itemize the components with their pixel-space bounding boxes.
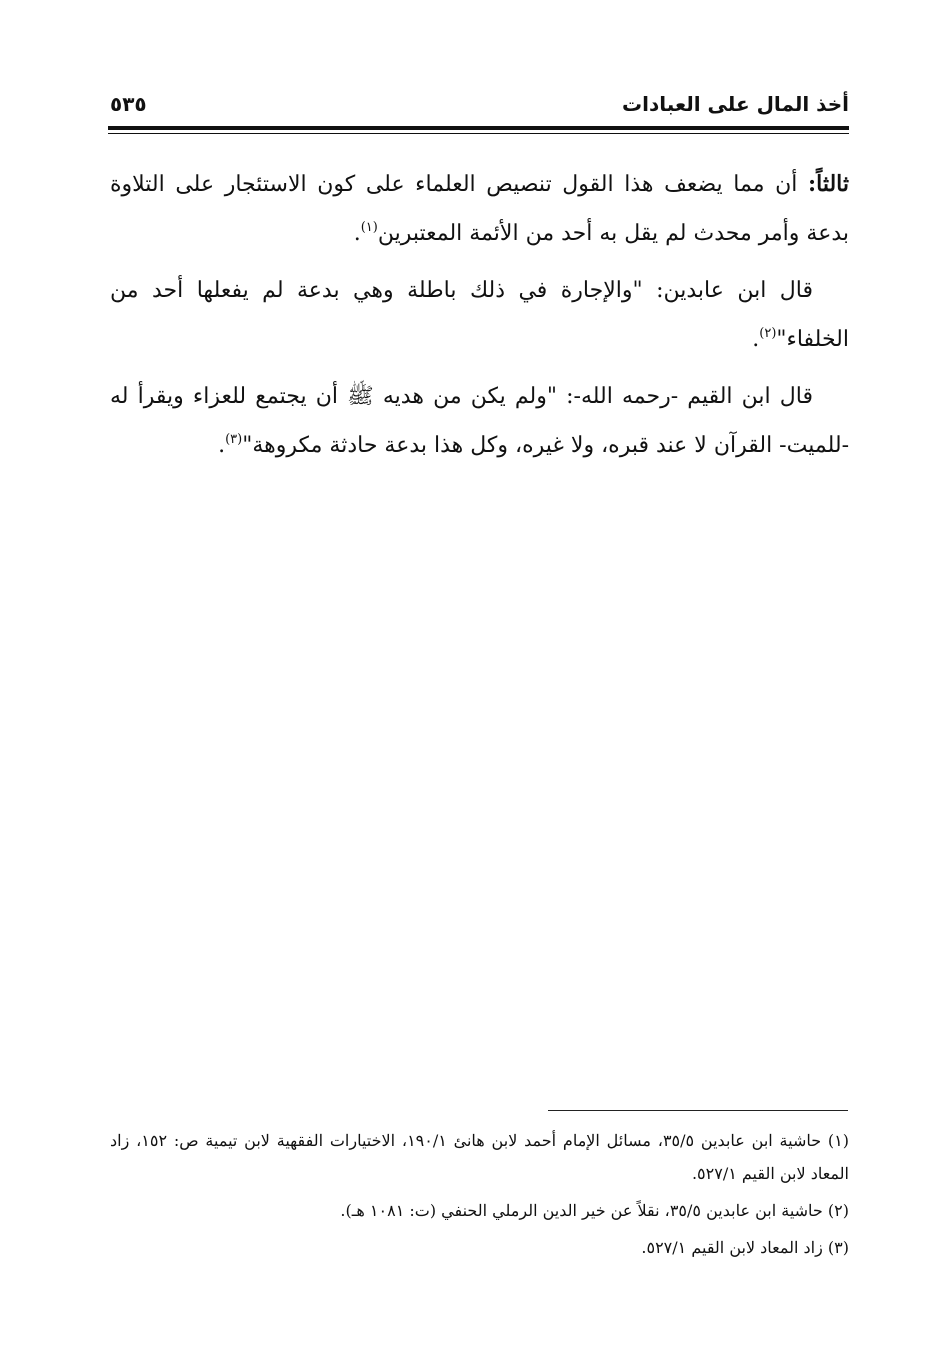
footnote-ref-2: (٢) (759, 326, 777, 341)
header-rule-thick (108, 126, 849, 130)
paragraph-1-end: . (353, 221, 361, 246)
footnotes (110, 1124, 849, 1268)
footnote-1: (١) حاشية ابن عابدين ٣٥/٥، مسائل الإمام أحمد لابن هانئ ١٩٠/١، الاختيارات الفقهية لابن تيمية ص: ١٥٢، زاد المعاد لابن القيم ٥٢٧/١. (110, 1131, 850, 1183)
header-rule-thin (108, 133, 849, 134)
paragraph-2-text: قال ابن عابدين: "والإجارة في ذلك باطلة وهي بدعة لم يفعلها أحد من الخلفاء" (110, 278, 849, 352)
paragraph-2 (110, 266, 849, 364)
main-text (110, 160, 849, 478)
paragraph-2-end: . (752, 327, 760, 352)
footnote-ref-3: (٣) (225, 432, 243, 447)
paragraph-1 (110, 160, 849, 258)
paragraph-3-end: . (218, 433, 226, 458)
footnote-3: (٣) زاد المعاد لابن القيم ٥٢٧/١. (641, 1238, 849, 1257)
paragraph-3 (110, 372, 849, 470)
footnote-2: (٢) حاشية ابن عابدين ٣٥/٥، نقلاً عن خير الدين الرملي الحنفي (ت: ١٠٨١ هـ). (340, 1201, 849, 1220)
footnote-ref-1: (١) (360, 220, 378, 235)
page-number: ٥٣٥ (110, 92, 147, 116)
footnote-separator (548, 1110, 848, 1111)
paragraph-3-text: قال ابن القيم -رحمه الله-: "ولم يكن من هديه ﷺ أن يجتمع للعزاء ويقرأ له -للميت- القرآن لا عند قبره، ولا غيره، وكل هذا بدعة حادثة مكروهة" (110, 384, 849, 458)
paragraph-1-text: أن مما يضعف هذا القول تنصيص العلماء على كون الاستئجار على التلاوة بدعة وأمر محدث لم يقل به أحد من الأئمة المعتبرين (110, 172, 849, 246)
running-title: أخذ المال على العبادات (622, 92, 849, 116)
paragraph-lead: ثالثاً: (808, 171, 849, 197)
